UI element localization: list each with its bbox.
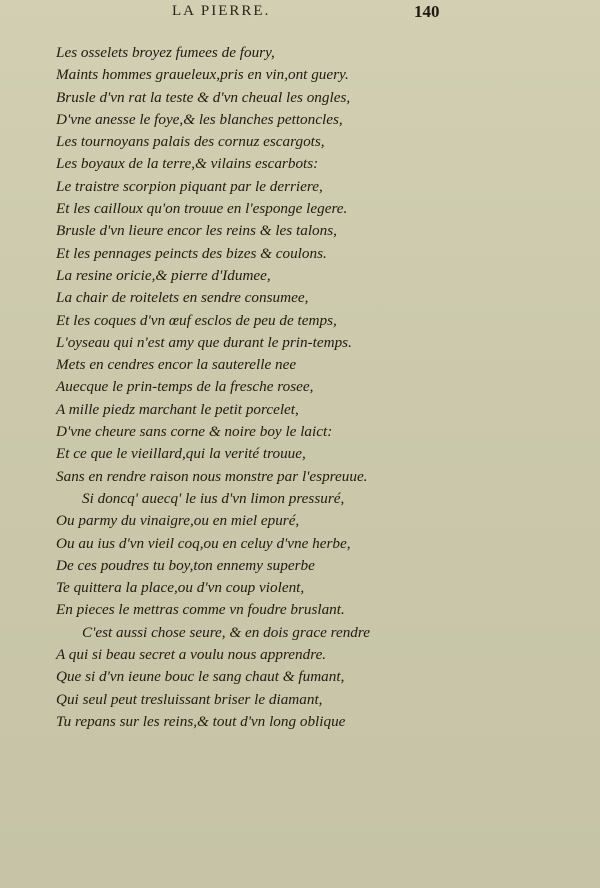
- verse-line: Brusle d'vn lieure encor les reins & les talons,: [56, 222, 337, 240]
- verse-line: D'vne cheure sans corne & noire boy le laict:: [56, 423, 333, 441]
- running-head: LA PIERRE.: [172, 3, 271, 19]
- verse-line: Tu repans sur les reins,& tout d'vn long oblique: [56, 712, 346, 730]
- verse-line: Les osselets broyez fumees de foury,: [56, 44, 275, 61]
- verse-line: Et les coques d'vn œuf esclos de peu de temps,: [56, 311, 337, 329]
- verse-line: Mets en cendres encor la sauterelle nee: [56, 356, 297, 374]
- verse-line: C'est aussi chose seure, & en dois grace rendre: [82, 623, 370, 641]
- page-number: 140: [414, 2, 440, 21]
- verse-line: Et les pennages peincts des bizes & coulons.: [56, 244, 327, 262]
- verse-line: La chair de roitelets en sendre consumee,: [56, 289, 309, 307]
- verse-line: Brusle d'vn rat la teste & d'vn cheual les ongles,: [56, 88, 351, 106]
- verse-line: Le traistre scorpion piquant par le derriere,: [56, 177, 323, 195]
- verse-line: Et ce que le vieillard,qui la verité trouue,: [56, 445, 306, 463]
- verse-line: L'oyseau qui n'est amy que durant le prin-temps.: [56, 333, 352, 351]
- verse-line: A mille piedz marchant le petit porcelet,: [56, 400, 299, 418]
- verse-line: La resine oricie,& pierre d'Idumee,: [56, 266, 271, 284]
- verse-line: A qui si beau secret a voulu nous apprendre.: [56, 646, 327, 664]
- verse-line: Les boyaux de la terre,& vilains escarbots:: [56, 155, 319, 173]
- verse-line: Et les cailloux qu'on trouue en l'esponge legere.: [56, 200, 348, 218]
- verse-line: Te quittera la place,ou d'vn coup violent,: [56, 579, 305, 597]
- verse-line: De ces poudres tu boy,ton ennemy superbe: [56, 556, 315, 574]
- verse-line: En pieces le mettras comme vn foudre bruslant.: [56, 601, 345, 619]
- verse-line: Les tournoyans palais des cornuz escargots,: [56, 133, 325, 151]
- verse-line: Maints hommes graueleux,pris en vin,ont guery.: [56, 66, 349, 84]
- verse-line: Ou au ius d'vn vieil coq,ou en celuy d'vne herbe,: [56, 534, 351, 552]
- verse-line: Ou parmy du vinaigre,ou en miel epuré,: [56, 512, 300, 530]
- verse-line: D'vne anesse le foye,& les blanches pettoncles,: [56, 110, 343, 128]
- verse-line: Que si d'vn ieune bouc le sang chaut & fumant,: [56, 668, 345, 686]
- verse-line: Auecque le prin-temps de la fresche rosee,: [56, 378, 314, 396]
- verse-line: Sans en rendre raison nous monstre par l'espreuue.: [56, 467, 368, 485]
- verse-line: Si doncq' auecq' le ius d'vn limon pressuré,: [82, 489, 345, 507]
- verse-line: Qui seul peut tresluissant briser le diamant,: [56, 690, 323, 708]
- verse-block: [56, 42, 370, 733]
